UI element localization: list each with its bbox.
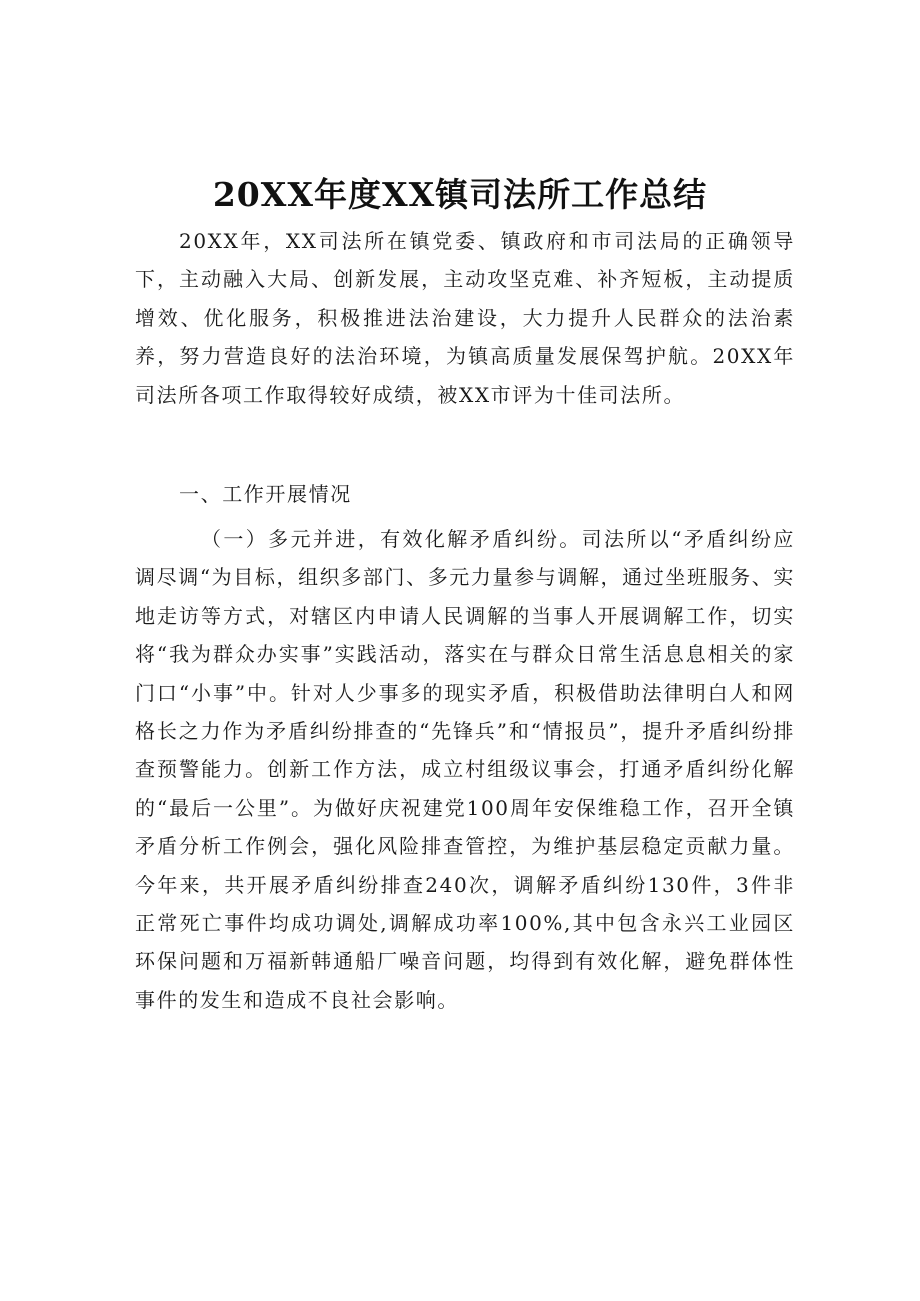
- section-paragraph: （一）多元并进，有效化解矛盾纠纷。司法所以“矛盾纠纷应调尽调“为目标，组织多部门、多元力量参与调解，通过坐班服务、实地走访等方式，对辖区内申请人民调解的当事人开展调解工作，切实将“我为群众办实事”实践活动，落实在与群众日常生活息息相关的家门口“小事”中。针对人少事多的现实矛盾，积极借助法律明白人和网格长之力作为矛盾纠纷排查的“先锋兵”和“情报员”，提升矛盾纠纷排查预警能力。创新工作方法，成立村组级议事会，打通矛盾纠纷化解的“最后一公里”。为做好庆祝建党100周年安保维稳工作，召开全镇矛盾分析工作例会，强化风险排查管控，为维护基层稳定贡献力量。今年来，共开展矛盾纠纷排查240次，调解矛盾纠纷130件，3件非正常死亡事件均成功调处,调解成功率100%,其中包含永兴工业园区环保问题和万福新韩通船厂噪音问题，均得到有效化解，避免群体性事件的发生和造成不良社会影响。: [135, 527, 795, 1012]
- section-heading: 一、工作开展情况: [179, 482, 352, 506]
- document-title: 20XX年度XX镇司法所工作总结: [212, 175, 708, 214]
- intro-paragraph: 20XX年，XX司法所在镇党委、镇政府和市司法局的正确领导下，主动融入大局、创新发展，主动攻坚克难、补齐短板，主动提质增效、优化服务，积极推进法治建设，大力提升人民群众的法治素养，努力营造良好的法治环境，为镇高质量发展保驾护航。20XX年司法所各项工作取得较好成绩，被XX市评为十佳司法所。: [135, 229, 795, 407]
